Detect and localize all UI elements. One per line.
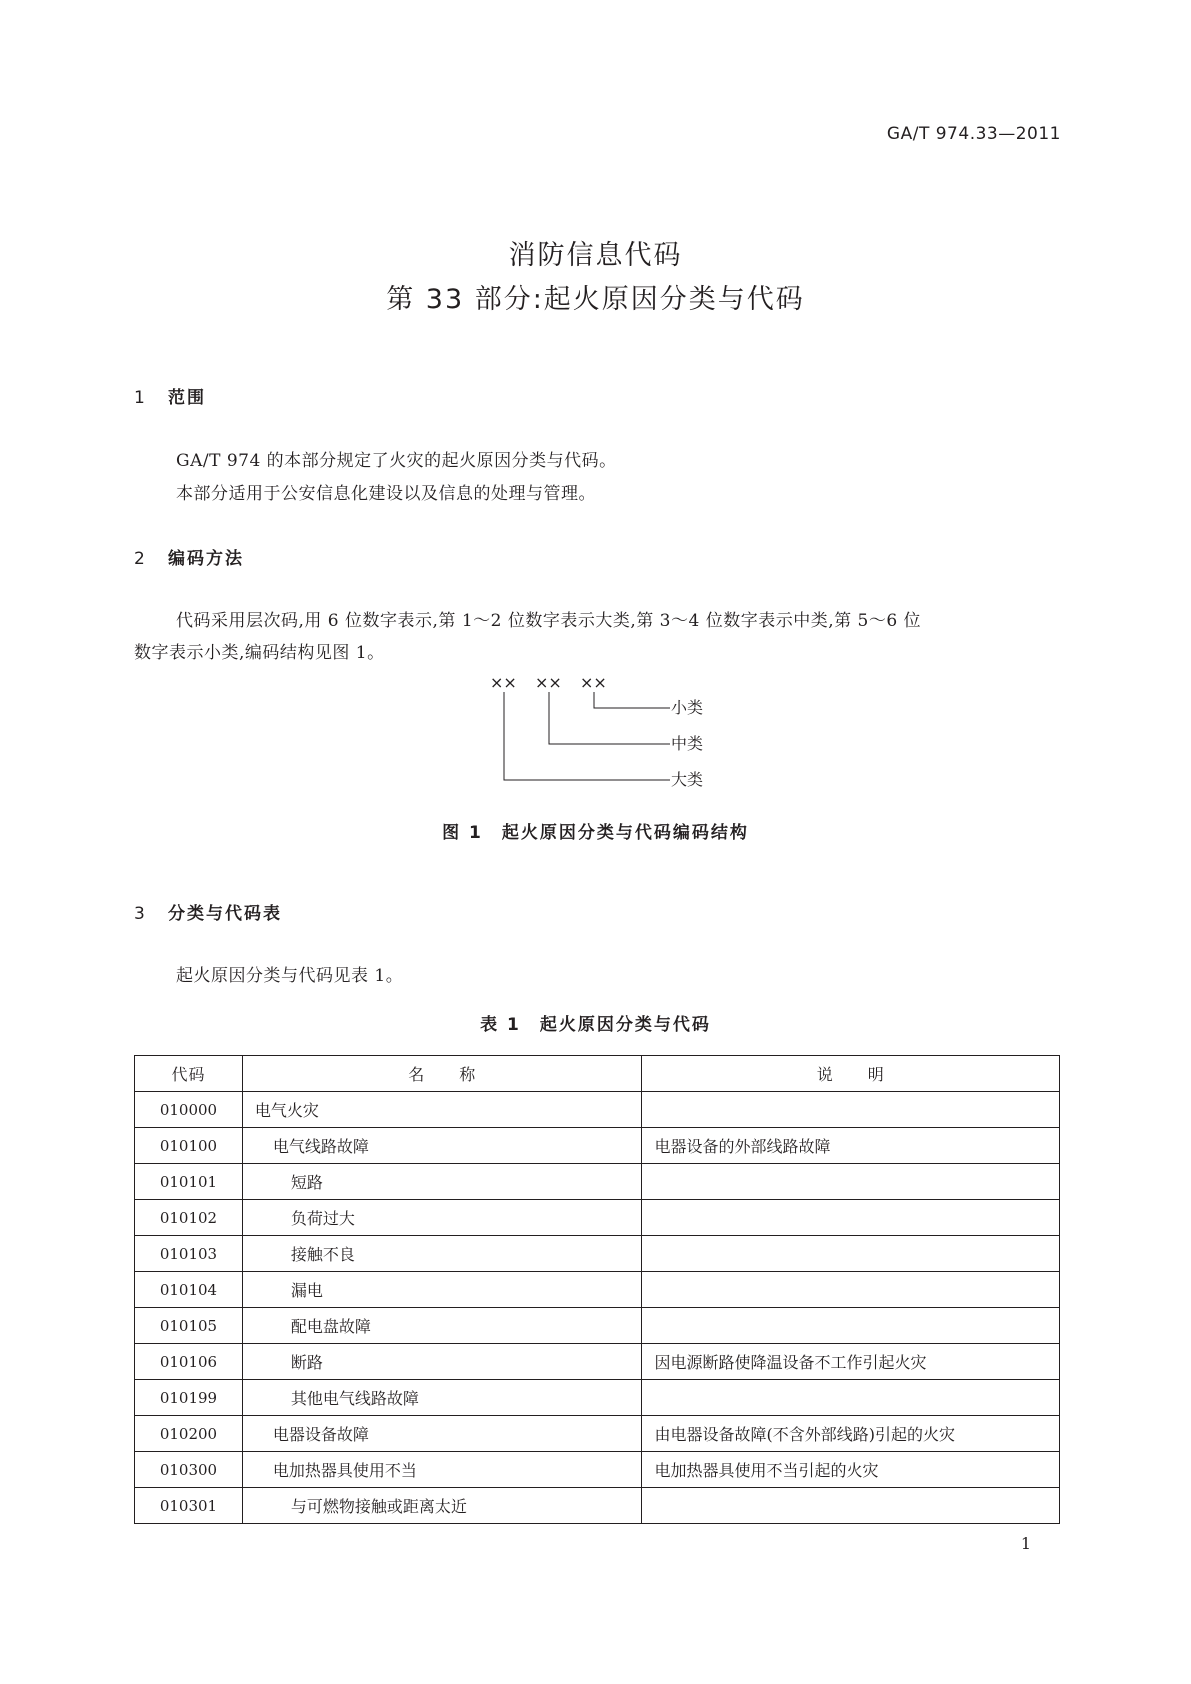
diagram-line-middle [549,692,670,744]
desc-cell [642,1164,1060,1200]
code-cell: 010104 [135,1272,243,1308]
document-title: 消防信息代码 [508,240,683,271]
column-header-name: 名 称 [242,1056,642,1092]
code-cell: 010200 [135,1416,243,1452]
table-row [135,1344,1060,1380]
code-cell: 010000 [135,1092,243,1128]
section-1-heading [134,383,206,408]
diagram-line-small [594,692,670,708]
standard-number: GA/T 974.33—2011 [886,124,1061,144]
name-cell: 断路 [242,1344,642,1380]
section-3-title: 分类与代码表 [168,904,282,924]
section-1-title: 范围 [168,388,206,408]
table-row [135,1272,1060,1308]
diagram-label-middle: 中类 [671,734,704,753]
table-row [135,1092,1060,1128]
name-cell: 电器设备故障 [242,1416,642,1452]
section-1-paragraph-2: 本部分适用于公安信息化建设以及信息的处理与管理。 [176,484,596,504]
section-1-paragraph-1: GA/T 974 的本部分规定了火灾的起火原因分类与代码。 [176,451,617,471]
code-cell: 010100 [135,1128,243,1164]
table-row [135,1380,1060,1416]
diagram-line-large [504,692,670,780]
code-cell: 010301 [135,1488,243,1524]
desc-cell [642,1308,1060,1344]
diagram-label-large: 大类 [671,770,704,789]
desc-cell [642,1236,1060,1272]
section-2-heading [134,544,244,569]
table-row [135,1416,1060,1452]
section-2-paragraph-line-2: 数字表示小类,编码结构见图 1。 [134,643,385,663]
column-header-desc: 说 明 [642,1056,1060,1092]
desc-cell [642,1200,1060,1236]
table-1-caption: 表 1 起火原因分类与代码 [480,1015,711,1035]
name-cell: 配电盘故障 [242,1308,642,1344]
name-cell: 与可燃物接触或距离太近 [242,1488,642,1524]
section-2-title: 编码方法 [168,549,244,569]
code-cell: 010300 [135,1452,243,1488]
name-cell: 电气线路故障 [242,1128,642,1164]
name-cell: 负荷过大 [242,1200,642,1236]
code-cell: 010199 [135,1380,243,1416]
section-2-paragraph-line-1: 代码采用层次码,用 6 位数字表示,第 1～2 位数字表示大类,第 3～4 位数字表示中类,第 5～6 位 [176,611,922,631]
code-cell: 010101 [135,1164,243,1200]
desc-cell [642,1272,1060,1308]
name-cell: 电气火灾 [242,1092,642,1128]
document-subtitle: 第 33 部分:起火原因分类与代码 [386,284,805,315]
desc-cell [642,1380,1060,1416]
name-cell: 漏电 [242,1272,642,1308]
code-cell: 010102 [135,1200,243,1236]
figure-1-caption: 图 1 起火原因分类与代码编码结构 [442,823,749,843]
desc-cell: 电加热器具使用不当引起的火灾 [642,1452,1060,1488]
column-header-code: 代码 [135,1056,243,1092]
section-3-number: 3 [134,904,147,924]
table-row [135,1164,1060,1200]
code-table [134,1055,1060,1524]
name-cell: 其他电气线路故障 [242,1380,642,1416]
name-cell: 接触不良 [242,1236,642,1272]
diagram-mark-middle: ×× [535,673,562,692]
table-row [135,1452,1060,1488]
code-cell: 010103 [135,1236,243,1272]
desc-cell: 由电器设备故障(不含外部线路)引起的火灾 [642,1416,1060,1452]
table-row [135,1308,1060,1344]
table-row [135,1236,1060,1272]
table-row [135,1488,1060,1524]
section-1-number: 1 [134,388,147,408]
diagram-label-small: 小类 [671,698,704,717]
section-2-number: 2 [134,549,147,569]
name-cell: 电加热器具使用不当 [242,1452,642,1488]
diagram-mark-small: ×× [580,673,607,692]
table-header-row [135,1056,1060,1092]
table-row [135,1128,1060,1164]
desc-cell [642,1092,1060,1128]
code-cell: 010105 [135,1308,243,1344]
desc-cell: 电器设备的外部线路故障 [642,1128,1060,1164]
name-cell: 短路 [242,1164,642,1200]
desc-cell [642,1488,1060,1524]
desc-cell: 因电源断路使降温设备不工作引起火灾 [642,1344,1060,1380]
diagram-mark-large: ×× [490,673,517,692]
coding-structure-diagram [480,668,740,798]
code-cell: 010106 [135,1344,243,1380]
section-3-paragraph: 起火原因分类与代码见表 1。 [176,966,404,986]
section-3-heading [134,899,282,924]
page-number: 1 [1020,1534,1031,1553]
table-row [135,1200,1060,1236]
